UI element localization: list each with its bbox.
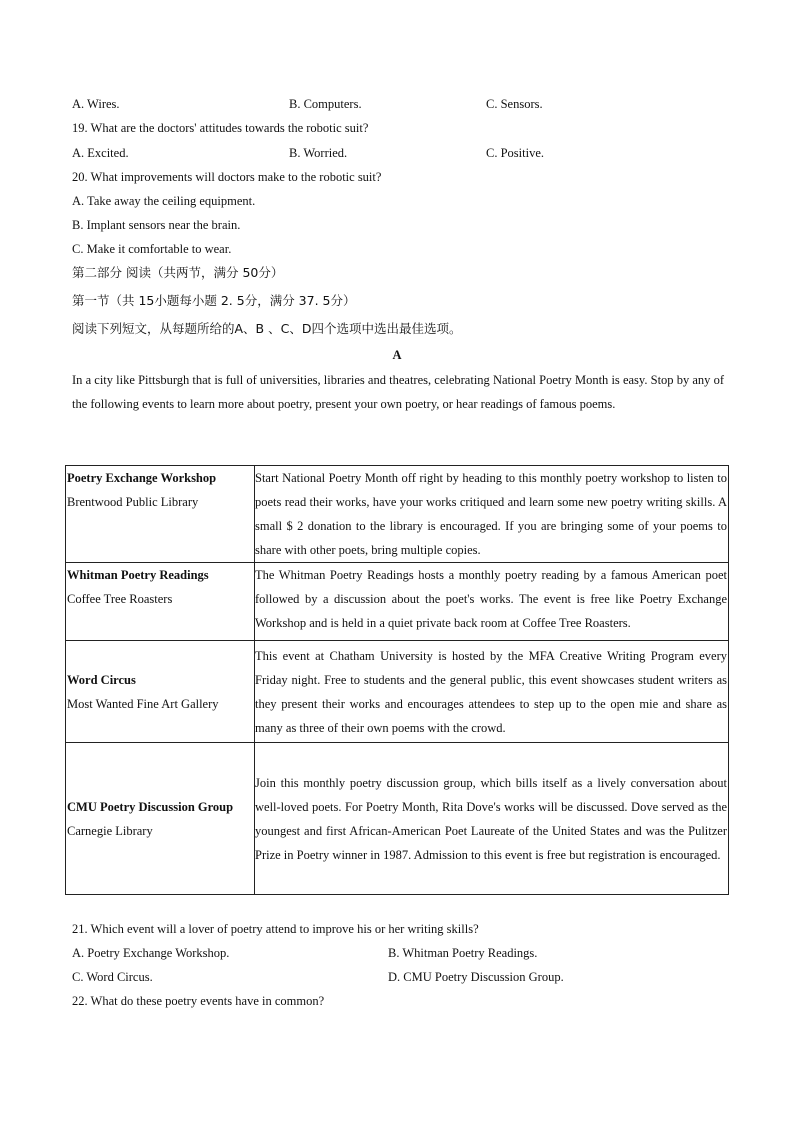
q20-stem: 20. What improvements will doctors make to the robotic suit? [72, 170, 382, 184]
event-description: Start National Poetry Month off right by heading to this monthly poetry workshop to listen to poets read their works, have your works critiqued and learn some new poetry writing skills. A small $ 2 donation to the library is encouraged. If you are bringing some of your poems to share with other poets, bring multiple copies. [255, 466, 729, 563]
q19-stem: 19. What are the doctors' attitudes towards the robotic suit? [72, 121, 369, 135]
event-name-cell [66, 743, 255, 895]
table-row [66, 466, 729, 563]
event-description: This event at Chatham University is hosted by the MFA Creative Writing Program every Friday night. Free to students and the general public, this event showcases student writers as they present their works and encourages attendees to step up to the open mie and share as many as three of their own poems with the crowd. [255, 641, 729, 743]
table-row [66, 563, 729, 641]
q21-option-a: A. Poetry Exchange Workshop. [72, 946, 230, 960]
passage-intro: In a city like Pittsburgh that is full of universities, libraries and theatres, celebrating National Poetry Month is easy. Stop by any of the following events to learn more about poetry, present your own poetry, or hear readings of famous poems. [72, 373, 724, 411]
q20-option-a: A. Take away the ceiling equipment. [72, 194, 256, 208]
q20-option-b: B. Implant sensors near the brain. [72, 218, 241, 232]
event-name: Word Circus [67, 672, 136, 687]
event-name: CMU Poetry Discussion Group [67, 799, 234, 814]
event-place: Coffee Tree Roasters [67, 592, 173, 606]
passage-label: A [392, 348, 402, 362]
event-description: The Whitman Poetry Readings hosts a monthly poetry reading by a famous American poet followed by a discussion about the poet's works. The event is free like Poetry Exchange Workshop and is held in a quiet private back room at Coffee Tree Roasters. [255, 563, 729, 641]
q21-stem: 21. Which event will a lover of poetry attend to improve his or her writing skills? [72, 922, 479, 936]
event-name-cell [66, 641, 255, 743]
event-place: Carnegie Library [67, 823, 153, 838]
table-row [66, 743, 729, 895]
q22-stem: 22. What do these poetry events have in common? [72, 994, 325, 1008]
part2-heading: 第二部分 阅读（共两节，满分 50分） [72, 265, 284, 280]
q19-option-b: B. Worried. [289, 146, 348, 160]
q18-option-b: B. Computers. [289, 97, 362, 111]
event-name: Poetry Exchange Workshop [67, 471, 217, 485]
event-description: Join this monthly poetry discussion group, which bills itself as a lively conversation about well-loved poets. For Poetry Month, Rita Dove's works will be discussed. Dove served as the youngest and first African-American Poet Laureate of the United States and was the Pulitzer Prize in Poetry winner in 1987. Admission to this event is free but registration is encouraged. [255, 743, 729, 895]
event-place: Brentwood Public Library [67, 495, 199, 509]
q21-option-c: C. Word Circus. [72, 970, 153, 984]
q20-option-c: C. Make it comfortable to wear. [72, 242, 232, 256]
q18-option-a: A. Wires. [72, 97, 120, 111]
event-name-cell [66, 563, 255, 641]
events-table [65, 465, 729, 895]
event-place: Most Wanted Fine Art Gallery [67, 696, 219, 711]
reading-instruction: 阅读下列短文，从每题所给的A、B 、C、D四个选项中选出最佳选项。 [72, 321, 462, 336]
q19-option-c: C. Positive. [486, 146, 544, 160]
event-name-cell [66, 466, 255, 563]
table-row [66, 641, 729, 743]
q18-option-c: C. Sensors. [486, 97, 543, 111]
q21-option-b: B. Whitman Poetry Readings. [388, 946, 538, 960]
section1-heading: 第一节（共 15小题每小题 2. 5分，满分 37. 5分） [72, 293, 356, 308]
event-name: Whitman Poetry Readings [67, 568, 209, 582]
q21-option-d: D. CMU Poetry Discussion Group. [388, 970, 564, 984]
q19-option-a: A. Excited. [72, 146, 129, 160]
